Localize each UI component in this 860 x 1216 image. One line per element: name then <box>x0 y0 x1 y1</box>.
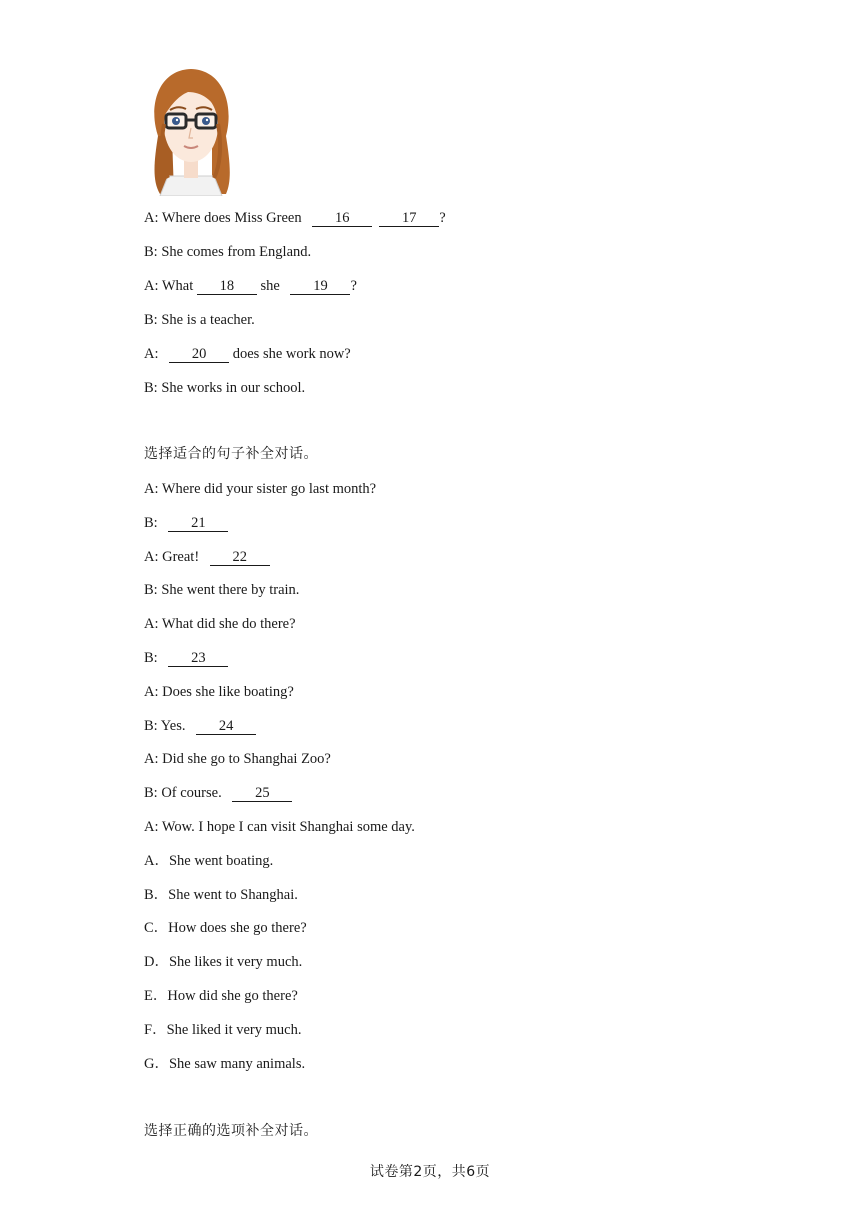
option-g[interactable]: G．She saw many animals. <box>144 1056 306 1072</box>
dialog2-line-8-text: B: Yes. <box>144 718 190 734</box>
dialog1-line-2: B: She comes from England. <box>144 244 312 260</box>
dialog2-line-3-text: A: Great! <box>144 549 203 565</box>
answer-blank-25[interactable]: 25 <box>232 785 292 802</box>
option-c[interactable]: C．How does she go there? <box>144 920 307 936</box>
dialog2-line-5: A: What did she do there? <box>144 616 296 632</box>
section2-instruction: 选择适合的句子补全对话。 <box>144 446 318 462</box>
option-e[interactable]: E．How did she go there? <box>144 988 298 1004</box>
answer-blank-16[interactable]: 16 <box>312 210 372 227</box>
option-b[interactable]: B．She went to Shanghai. <box>144 887 298 903</box>
dialog1-line-5-text: A: <box>144 346 163 362</box>
question-mark: ? <box>439 210 446 226</box>
dialog2-line-9: A: Did she go to Shanghai Zoo? <box>144 751 331 767</box>
teacher-avatar-image <box>146 66 236 196</box>
dialog2-line-6-text: B: <box>144 650 162 666</box>
answer-blank-23[interactable]: 23 <box>168 650 228 667</box>
dialog2-line-2-text: B: <box>144 515 162 531</box>
dialog1-line-1-text: A: Where does Miss Green <box>144 210 306 226</box>
dialog1-line-3 <box>144 277 357 295</box>
dialog2-line-3 <box>144 548 270 566</box>
dialog2-line-4: B: She went there by train. <box>144 582 300 598</box>
dialog2-line-10 <box>144 784 292 802</box>
dialog1-line-6: B: She works in our school. <box>144 380 306 396</box>
question-mark: ? <box>350 278 357 294</box>
dialog1-line-3-mid: she <box>256 278 284 294</box>
answer-blank-20[interactable]: 20 <box>169 346 229 363</box>
answer-blank-21[interactable]: 21 <box>168 515 228 532</box>
dialog1-line-4: B: She is a teacher. <box>144 312 255 328</box>
dialog2-line-10-text: B: Of course. <box>144 785 226 801</box>
answer-blank-19[interactable]: 19 <box>290 278 350 295</box>
dialog2-line-7: A: Does she like boating? <box>144 684 294 700</box>
dialog2-line-1: A: Where did your sister go last month? <box>144 481 377 497</box>
dialog2-line-11: A: Wow. I hope I can visit Shanghai some day. <box>144 819 415 835</box>
section3-instruction: 选择正确的选项补全对话。 <box>144 1123 318 1139</box>
dialog1-line-1 <box>144 209 446 227</box>
dialog1-line-5-post: does she work now? <box>229 346 351 362</box>
dialog1-line-5 <box>144 345 351 363</box>
page-footer: 试卷第2页，共6页 <box>369 1164 491 1180</box>
dialog2-line-2 <box>144 514 228 532</box>
answer-blank-22[interactable]: 22 <box>210 549 270 566</box>
option-a[interactable]: A．She went boating. <box>144 853 274 869</box>
dialog1-line-3-text: A: What <box>144 278 197 294</box>
dialog2-line-6 <box>144 649 228 667</box>
option-d[interactable]: D．She likes it very much. <box>144 954 303 970</box>
answer-blank-24[interactable]: 24 <box>196 718 256 735</box>
dialog2-line-8 <box>144 717 256 735</box>
answer-blank-17[interactable]: 17 <box>379 210 439 227</box>
option-f[interactable]: F．She liked it very much. <box>144 1022 302 1038</box>
answer-blank-18[interactable]: 18 <box>197 278 257 295</box>
